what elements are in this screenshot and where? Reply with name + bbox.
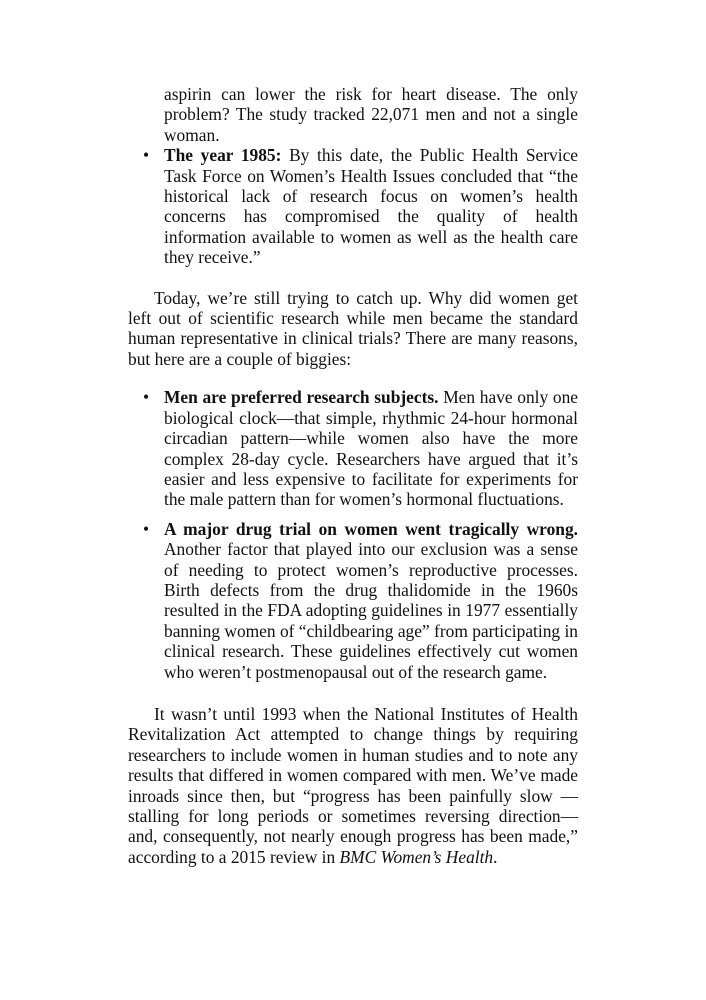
list-item-men: [128, 387, 578, 509]
bullet-men-lead: Men are preferred research subjects.: [164, 387, 439, 408]
continued-bullet-text: aspirin can lower the risk for heart disease. The only problem? The study tracked 22,071 men and not a single woman.: [164, 84, 578, 145]
bullet-dot: •: [143, 387, 150, 408]
journal-title: BMC Women’s Health: [339, 846, 494, 867]
list-item-1985: [128, 145, 578, 267]
bullet-trial-lead: A major drug trial on women went tragically wrong.: [164, 518, 578, 539]
paragraph-1993: [128, 704, 578, 867]
bullet-1985-lead: The year 1985:: [164, 145, 282, 166]
paragraph-catch-up: Today, we’re still trying to catch up. Why did women get left out of scientific research while men became the standard human representative in clinical trials? There are many reasons, but here are a couple of biggies:: [128, 287, 578, 369]
page-body: [128, 84, 578, 867]
list-item-trial: [128, 519, 578, 682]
bullet-men-text: Men have only one biological clock—that simple, rhythmic 24-hour hormonal circadian pattern—while women also have the more complex 28-day cycle. Researchers have argued that it’s easier and less expensive to facilitate for experiments for the male pattern than for women’s hormonal fluctuations.: [164, 387, 578, 510]
bullet-dot: •: [143, 518, 150, 539]
paragraph-1993-end: .: [493, 846, 498, 867]
bullet-dot: •: [143, 145, 150, 166]
paragraph-1993-text: It wasn’t until 1993 when the National Institutes of Health Revitalization Act attempted to change things by requiring researchers to include women in human studies and to note any results that differed in women compared with men. We’ve made inroads since then, but “progress has been painfully slow —stalling for long periods or sometimes reversing direction— and, consequently, not nearly enough progress has been made,” according to a 2015 review in: [128, 703, 578, 867]
list-item-continued: [128, 84, 578, 145]
bullet-1985-text: By this date, the Public Health Service Task Force on Women’s Health Issues concluded that “the historical lack of research focus on women’s health concerns has compromised the quality of health information available to women as well as the health care they receive.”: [164, 145, 579, 268]
bullet-trial-text: Another factor that played into our exclusion was a sense of needing to protect women’s reproductive processes. Birth defects from the drug thalidomide in the 1960s resulted in the FDA adopting guidelines in 1977 essentially banning women of “childbearing age” from participating in clinical research. These guidelines effectively cut women who weren’t postmenopausal out of the research game.: [164, 539, 578, 682]
